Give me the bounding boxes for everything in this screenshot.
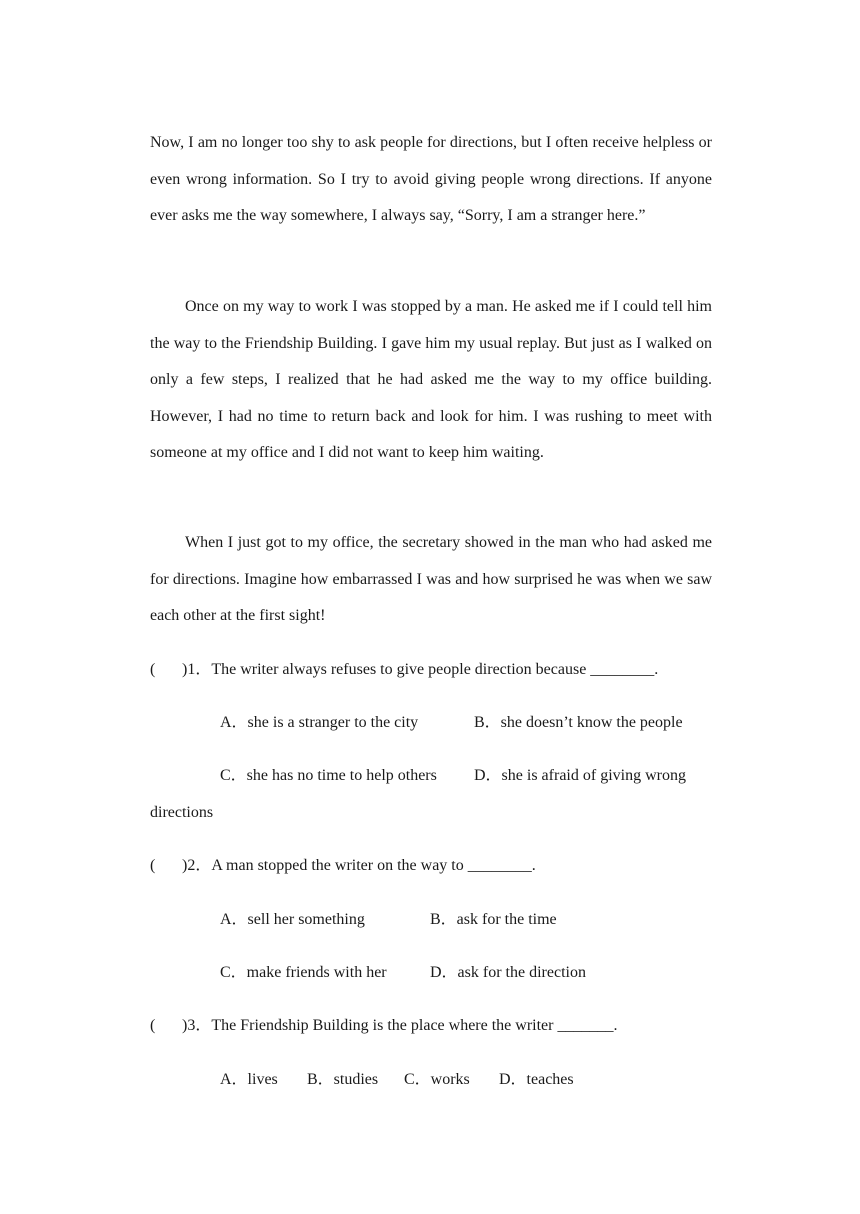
question-stem: The Friendship Building is the place where the writer _______. bbox=[211, 1017, 618, 1034]
question-3-option-d: D．teaches bbox=[499, 1071, 574, 1088]
answer-paren-open: ( bbox=[150, 857, 156, 874]
passage-paragraph-1: Now, I am no longer too shy to ask people for directions, but I often receive helpless or even wrong information. So I try to avoid giving people wrong directions. If anyone ever asks me the way somewhere, I always say, “Sorry, I am a stranger here.” bbox=[150, 134, 712, 225]
question-1-option-d: D．she is afraid of giving wrong bbox=[474, 767, 686, 784]
question-1-option-d-wrap: directions bbox=[150, 804, 214, 821]
question-1-option-c: C．she has no time to help others bbox=[220, 767, 437, 784]
question-1-option-a: A．she is a stranger to the city bbox=[220, 714, 419, 731]
answer-paren-open: ( bbox=[150, 1017, 156, 1034]
question-2-option-c: C．make friends with her bbox=[220, 964, 387, 981]
question-1 bbox=[150, 652, 658, 688]
question-number: )3． bbox=[182, 1017, 212, 1034]
question-3 bbox=[150, 1008, 617, 1044]
answer-paren-open: ( bbox=[150, 661, 156, 678]
question-stem: The writer always refuses to give people direction because ________. bbox=[211, 661, 659, 678]
question-number: )2． bbox=[182, 857, 212, 874]
question-2-option-a: A．sell her something bbox=[220, 911, 365, 928]
question-3-option-a: A．lives bbox=[220, 1071, 278, 1088]
passage-paragraph-2: Once on my way to work I was stopped by a man. He asked me if I could tell him the way to the Friendship Building. I gave him my usual replay. But just as I walked on only a few steps, I realized that he had asked me the way to my office building. However, I had no time to return back and look for him. I was rushing to meet with someone at my office and I did not want to keep him waiting. bbox=[150, 298, 712, 462]
question-stem: A man stopped the writer on the way to ________. bbox=[211, 857, 536, 874]
question-2-option-d: D．ask for the direction bbox=[430, 964, 586, 981]
question-2-option-b: B．ask for the time bbox=[430, 911, 557, 928]
question-1-option-b: B．she doesn’t know the people bbox=[474, 714, 683, 731]
question-3-option-c: C．works bbox=[404, 1071, 470, 1088]
question-number: )1． bbox=[182, 661, 212, 678]
passage-paragraph-3: When I just got to my office, the secretary showed in the man who had asked me for directions. Imagine how embarrassed I was and how surprised he was when we saw each other at the first sight! bbox=[150, 534, 712, 625]
question-3-option-b: B．studies bbox=[307, 1071, 379, 1088]
question-2 bbox=[150, 848, 536, 884]
